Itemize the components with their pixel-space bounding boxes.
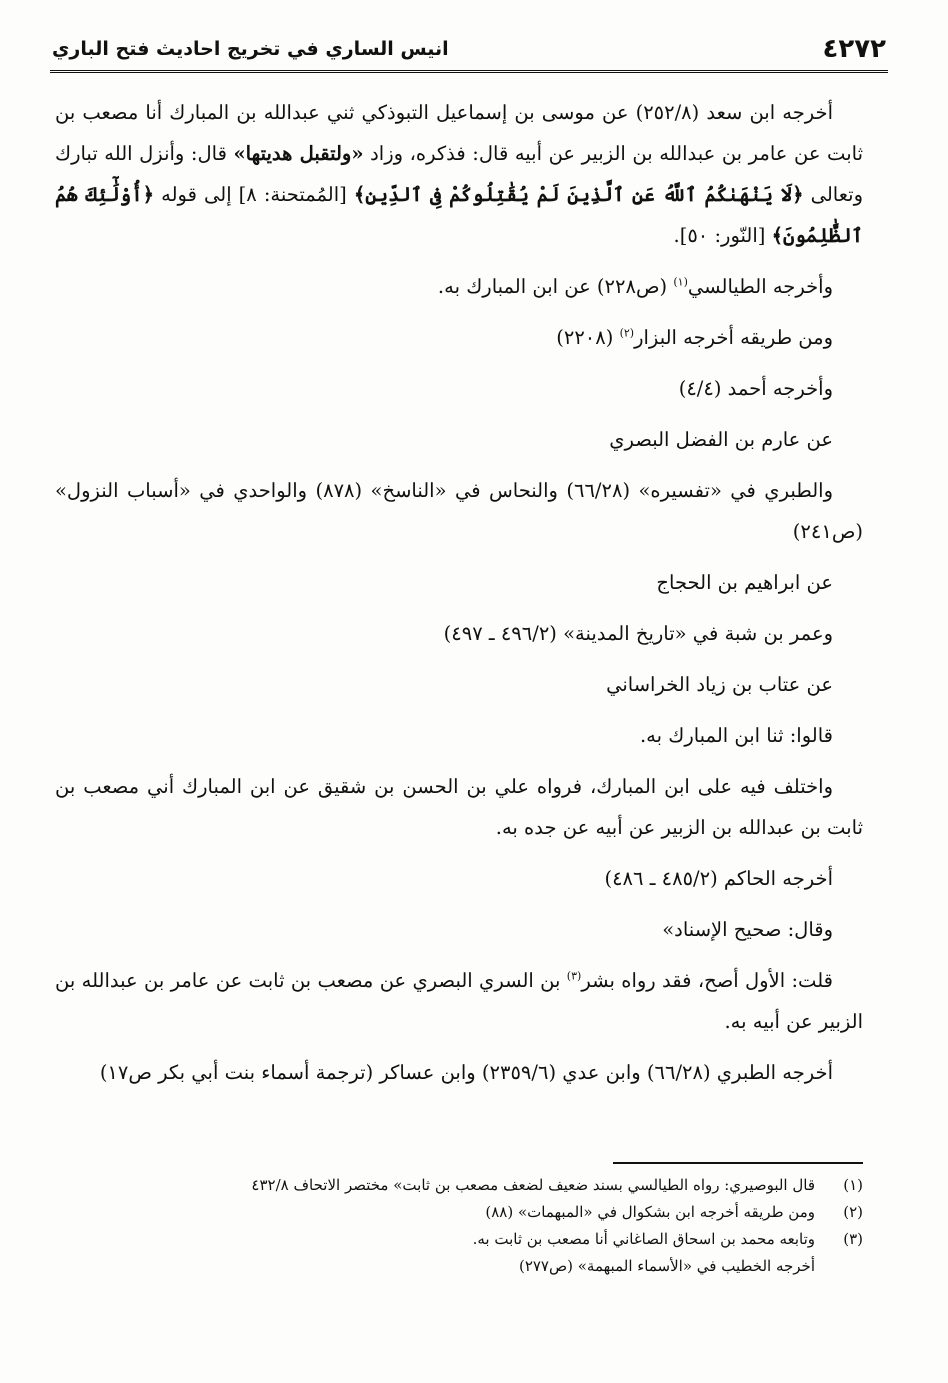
footnote-separator (613, 1162, 863, 1164)
page-number: ٤٢٧٢ (822, 34, 886, 64)
paragraph-1: أخرجه ابن سعد (٢٥٢/٨) عن موسى بن إسماعيل التبوذكي ثني عبدالله بن المبارك أنا مصعب بن ثابت عن عامر بن عبدالله بن الزبير عن أبيه قال: فذكره، وزاد «ولتقبل هديتها» قال: وأنزل الله تبارك وتعالى ﴿لَا يَنْهَىٰكُمُ ٱللَّهُ عَنِ ٱلَّذِينَ لَمْ يُقَٰتِلُوكُمْ فِى ٱلدِّينِ﴾ [المُمتحنة: ٨] إلى قوله ﴿أُوْلَٰٓئِكَ هُمُ ٱلظَّٰلِمُونَ﴾ [النّور: ٥٠]. (55, 101, 864, 247)
quran-verse: ﴿لَا يَنْهَىٰكُمُ ٱللَّهُ عَنِ ٱلَّذِينَ لَمْ يُقَٰتِلُوكُمْ فِى ٱلدِّينِ﴾ (353, 183, 804, 206)
paragraph-3: ومن طريقه أخرجه البزار$^{(٢)}$ (٢٢٠٨) (556, 326, 833, 349)
main-text (55, 92, 863, 1103)
footnote (130, 1199, 863, 1226)
paragraph-13: وقال: صحيح الإسناد» (662, 918, 833, 941)
footnote-text: وتابعه محمد بن اسحاق الصاغاني أنا مصعب بن ثابت به. (472, 1230, 815, 1248)
paragraph-12: أخرجه الحاكم (٤٨٥/٢ ـ ٤٨٦) (604, 867, 833, 890)
paragraph-2: وأخرجه الطيالسي$^{(١)}$ (ص٢٢٨) عن ابن المبارك به. (437, 275, 833, 298)
bold-quote: «ولتقبل هديتها» (233, 142, 364, 165)
book-title: انيس الساري في تخريج احاديث فتح الباري (52, 38, 449, 60)
paragraph-7: عن ابراهيم بن الحجاج (656, 571, 833, 594)
paragraph-10: قالوا: ثنا ابن المبارك به. (639, 724, 833, 747)
footnote-continuation: أخرجه الخطيب في «الأسماء المبهمة» (ص٢٧٧) (518, 1257, 815, 1275)
paragraph-8: وعمر بن شبة في «تاريخ المدينة» (٤٩٦/٢ ـ ٤٩٧) (443, 622, 833, 645)
footnotes (130, 1172, 863, 1280)
footnote-number: (١) (843, 1176, 863, 1194)
running-header (52, 30, 886, 64)
footnote-number: (٣) (843, 1230, 863, 1248)
paragraph-6: والطبري في «تفسيره» (٦٦/٢٨) والنحاس في «الناسخ» (٨٧٨) والواحدي في «أسباب النزول» (ص٢٤١) (55, 479, 863, 543)
footnote-number: (٢) (843, 1203, 863, 1221)
paragraph-11: واختلف فيه على ابن المبارك، فرواه علي بن الحسن بن شقيق عن ابن المبارك أني مصعب بن ثابت بن عبدالله بن الزبير عن أبيه عن جده به. (55, 775, 863, 839)
footnote-text: ومن طريقه أخرجه ابن بشكوال في «المبهمات» (٨٨) (485, 1203, 815, 1221)
footnote-ref[interactable]: (٣) (566, 969, 582, 983)
footnote-text: قال البوصيري: رواه الطيالسي بسند ضعيف لضعف مصعب بن ثابت» مختصر الاتحاف ٤٣٢/٨ (251, 1176, 815, 1194)
footnote-ref[interactable]: (٢) (619, 326, 635, 340)
footnote (130, 1226, 863, 1253)
quran-verse: ﴿أُوْلَٰٓئِكَ هُمُ ٱلظَّٰلِمُونَ﴾ (55, 183, 863, 247)
footnote (130, 1172, 863, 1199)
paragraph-5: عن عارم بن الفضل البصري (609, 428, 833, 451)
paragraph-4: وأخرجه أحمد (٤/٤) (678, 377, 833, 400)
paragraph-14: قلت: الأول أصح، فقد رواه بشر$^{(٣)}$ بن السري البصري عن مصعب بن ثابت عن عامر بن عبدالله بن الزبير عن أبيه به. (55, 969, 863, 1033)
paragraph-15: أخرجه الطبري (٦٦/٢٨) وابن عدي (٢٣٥٩/٦) وابن عساكر (ترجمة أسماء بنت أبي بكر ص١٧) (99, 1061, 833, 1084)
paragraph-9: عن عتاب بن زياد الخراساني (606, 673, 833, 696)
footnote-ref[interactable]: (١) (673, 275, 688, 289)
header-rule (50, 70, 888, 76)
